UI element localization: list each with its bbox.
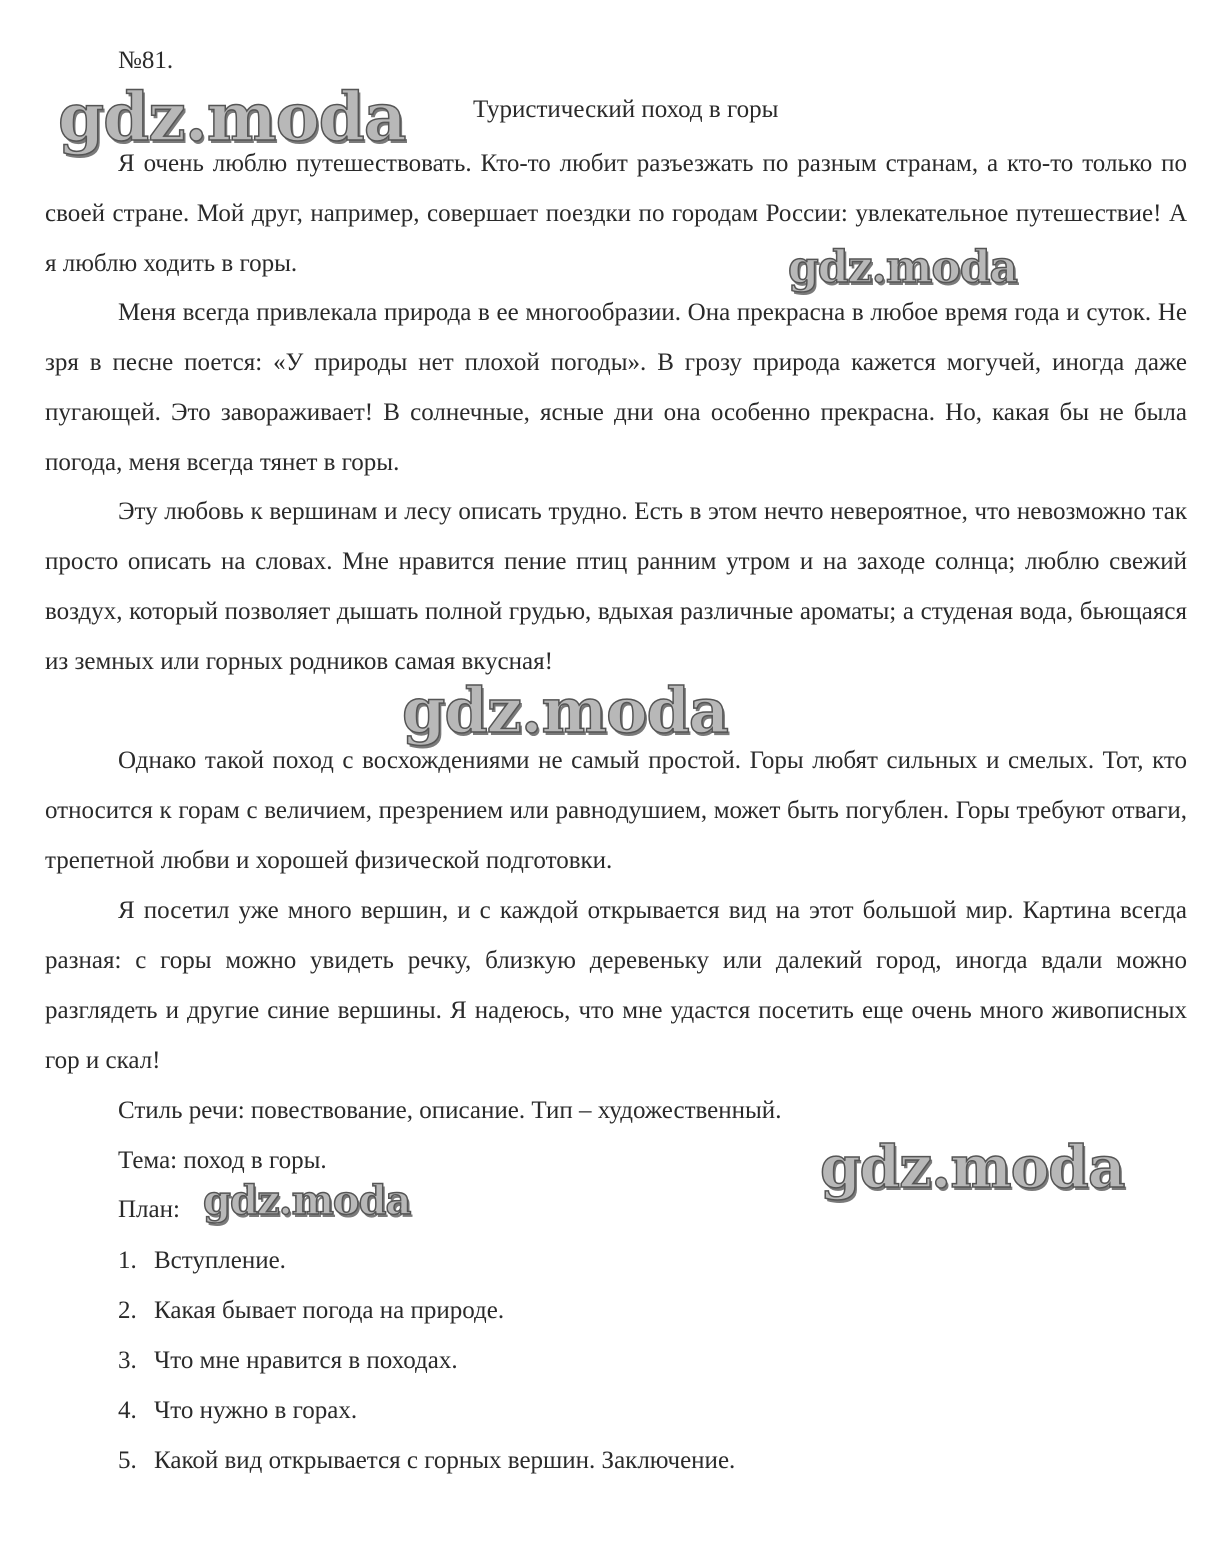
- paragraph-text: Я очень люблю путешествовать. Кто-то любит разъезжать по разным странам, а кто-то только по своей стране. Мой друг, например, совершает поездки по городам России: увлекательное путешествие! А я люблю ходить в горы.: [45, 150, 1187, 277]
- plan-item: [118, 1444, 735, 1478]
- plan-label: План:: [118, 1196, 180, 1223]
- plan-item-number: 4.: [118, 1397, 137, 1424]
- task-number: №81.: [118, 47, 174, 74]
- topic-line: Тема: поход в горы.: [118, 1147, 327, 1174]
- watermark-logo: gdz.moda: [58, 78, 406, 156]
- plan-item-number: 5.: [118, 1447, 137, 1474]
- paragraph-text: Эту любовь к вершинам и лесу описать трудно. Есть в этом нечто невероятное, что невозможно так просто описать на словах. Мне нравится пение птиц ранним утром и на заходе солнца; люблю свежий воздух, который позволяет дышать полной грудью, вдыхая различные ароматы; а студеная вода, бьющаяся из земных или горных родников самая вкусная!: [45, 498, 1187, 675]
- paragraph-text: Меня всегда привлекала природа в ее многообразии. Она прекрасна в любое время года и суток. Не зря в песне поется: «У природы нет плохой погоды». В грозу природа кажется могучей, иногда даже пугающей. Это завораживает! В солнечные, ясные дни она особенно прекрасна. Но, какая бы не была погода, меня всегда тянет в горы.: [45, 299, 1187, 476]
- paragraph-3: [45, 487, 1187, 687]
- watermark-logo: gdz.moda: [788, 242, 1018, 293]
- speech-style-line: Стиль речи: повествование, описание. Тип – художественный.: [118, 1097, 782, 1124]
- paragraph-5: [45, 886, 1187, 1086]
- plan-item-number: 2.: [118, 1297, 137, 1324]
- paragraph-text: Я посетил уже много вершин, и с каждой открывается вид на этот большой мир. Картина всегда разная: с горы можно увидеть речку, близкую деревеньку или далекий город, иногда вдали можно разглядеть и другие синие вершины. Я надеюсь, что мне удастся посетить еще очень много живописных гор и скал!: [45, 897, 1187, 1074]
- plan-item: [118, 1294, 504, 1328]
- plan-item-number: 1.: [118, 1247, 137, 1274]
- plan-item-text: Что нужно в горах.: [154, 1397, 358, 1424]
- plan-item-text: Какой вид открывается с горных вершин. Заключение.: [154, 1447, 736, 1474]
- plan-item: [118, 1344, 458, 1378]
- watermark-logo: gdz.moda: [203, 1177, 411, 1224]
- paragraph-text: Однако такой поход с восхождениями не самый простой. Горы любят сильных и смелых. Тот, кто относится к горам с величием, презрением или равнодушием, может быть погублен. Горы требуют отваги, трепетной любви и хорошей физической подготовки.: [45, 747, 1187, 874]
- plan-item: [118, 1394, 357, 1428]
- watermark-logo: gdz.moda: [402, 674, 728, 747]
- plan-item-text: Что мне нравится в походах.: [154, 1347, 458, 1374]
- document-title: Туристический поход в горы: [473, 96, 779, 123]
- plan-item-text: Вступление.: [154, 1247, 286, 1274]
- plan-item: [118, 1244, 286, 1278]
- paragraph-2: [45, 288, 1187, 488]
- plan-item-text: Какая бывает погода на природе.: [154, 1297, 505, 1324]
- watermark-logo: gdz.moda: [820, 1133, 1125, 1201]
- plan-item-number: 3.: [118, 1347, 137, 1374]
- paragraph-4: [45, 736, 1187, 886]
